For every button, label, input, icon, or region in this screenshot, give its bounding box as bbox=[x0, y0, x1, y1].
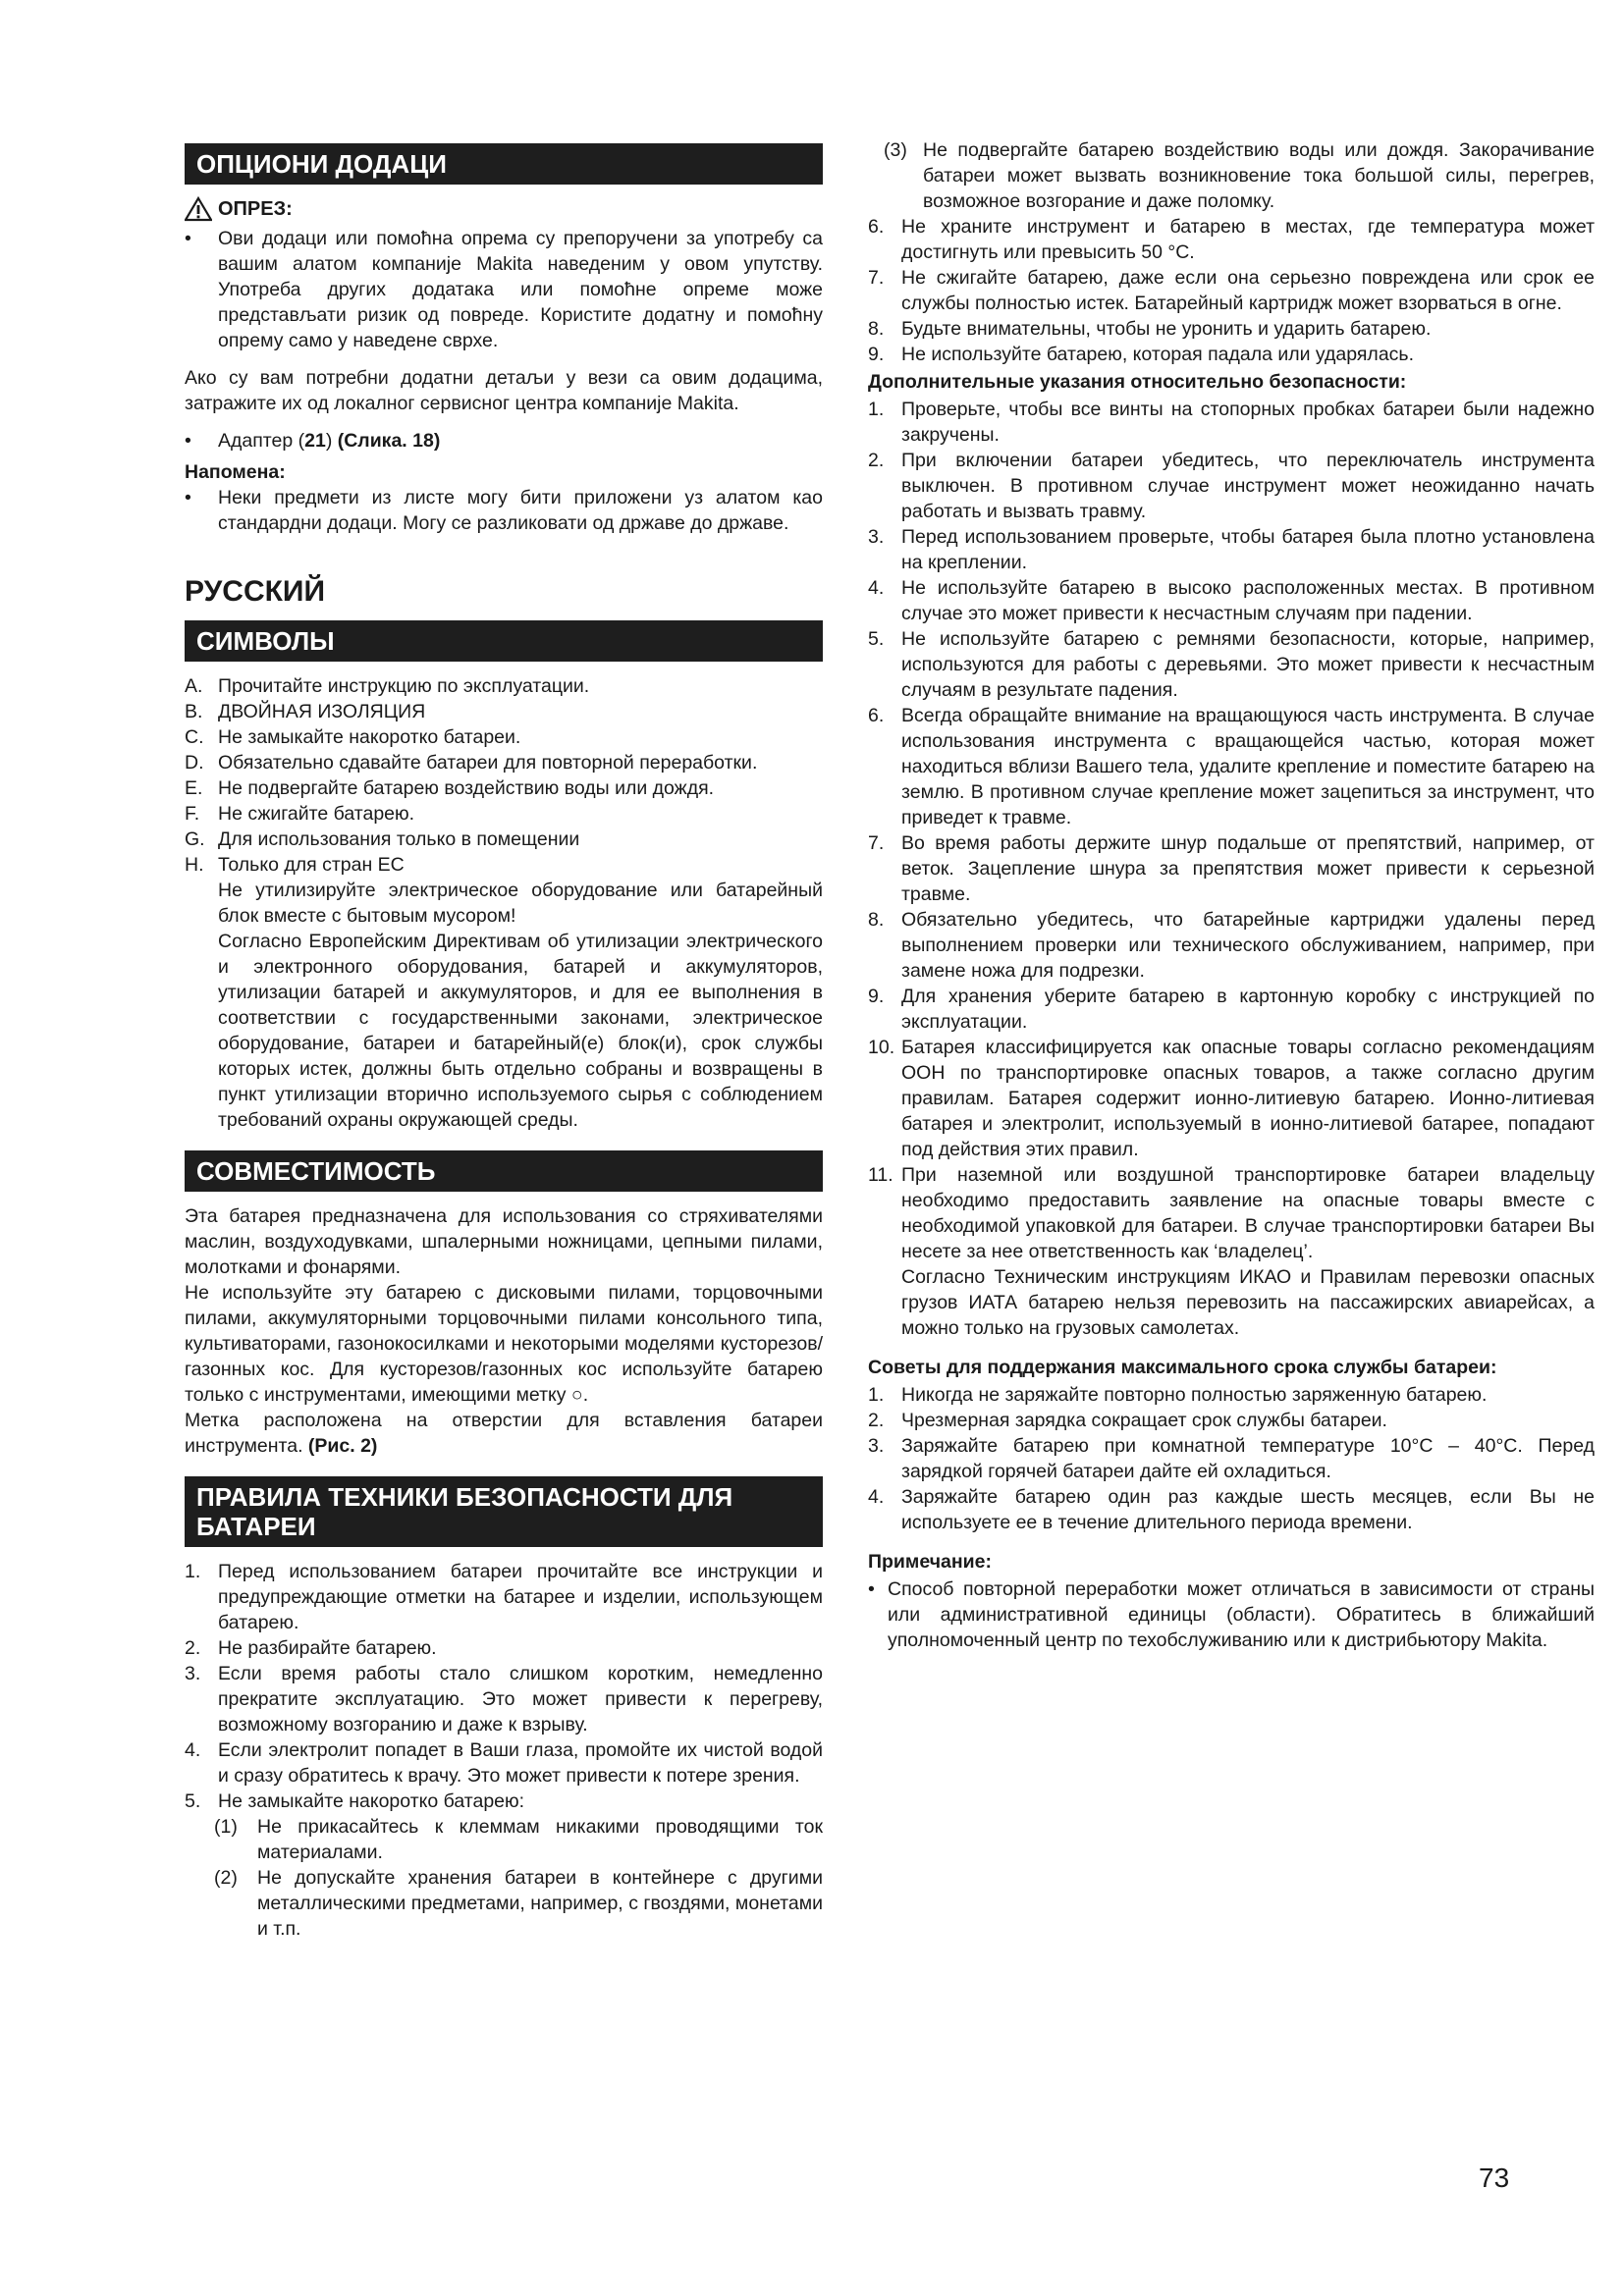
list-marker: C. bbox=[185, 726, 204, 748]
symbol-item bbox=[185, 750, 823, 775]
note-label: Напомена: bbox=[185, 461, 286, 483]
safety-item bbox=[868, 342, 1595, 367]
list-text: Только для стран ЕС bbox=[218, 854, 405, 876]
iata-paragraph: Согласно Техническим инструкциям ИКАО и Правилам перевозки опасных грузов ИАТА батарею нельзя перевозить на пассажирских авиарейсах, а можно только на грузовых самолетах. bbox=[901, 1266, 1595, 1339]
list-marker: 7. bbox=[868, 832, 885, 854]
list-marker: 9. bbox=[868, 986, 885, 1007]
right-column bbox=[868, 137, 1595, 1653]
page-number: 73 bbox=[1479, 2163, 1510, 2193]
section-header-compatibility: СОВМЕСТИМОСТЬ bbox=[185, 1150, 823, 1192]
list-text: Не разбирайте батарею. bbox=[218, 1637, 437, 1659]
safety-item bbox=[868, 316, 1595, 342]
list-text: Для использования только в помещении bbox=[218, 828, 580, 850]
additional-safety-heading: Дополнительные указания относительно безопасности: bbox=[868, 371, 1407, 393]
caution-label: ОПРЕЗ: bbox=[218, 197, 293, 220]
list-text: Никогда не заряжайте повторно полностью заряженную батарею. bbox=[901, 1384, 1488, 1406]
symbol-item bbox=[185, 827, 823, 852]
list-text: Проверьте, чтобы все винты на стопорных пробках батареи были надежно закручены. bbox=[901, 399, 1595, 446]
list-text: Не подвергайте батарею воздействию воды или дождя. bbox=[218, 777, 715, 799]
safety-sublist bbox=[185, 1814, 823, 1942]
list-marker: H. bbox=[185, 854, 204, 876]
compat-paragraph-3: Метка расположена на отверстии для вставления батареи инструмента. (Рис. 2) bbox=[185, 1410, 823, 1457]
list-marker: 3. bbox=[868, 526, 885, 548]
weee-directive: Согласно Европейским Директивам об утилизации электрического и электронного оборудования, батарей и аккумуляторов, утилизации батарей и аккумуляторов, и для ее выполнения в соответствии с государственными законами, электрическое оборудование, батареи и батарейный(е) блок(и), срок службы которых истек, должны быть отдельно собраны и возвращены в пункт утилизации вторично используемого сырья с соблюдением требований охраны окружающей среды. bbox=[218, 931, 823, 1131]
list-text: Перед использованием проверьте, чтобы батарея была плотно установлена на креплении. bbox=[901, 526, 1595, 573]
additional-safety-item bbox=[868, 397, 1595, 448]
list-text: Не сжигайте батарею, даже если она серьезно повреждена или срок ее службы полностью истек. Батарейный картридж может взорваться в огне. bbox=[901, 267, 1595, 314]
symbol-item bbox=[185, 724, 823, 750]
list-marker: 6. bbox=[868, 216, 885, 238]
list-text: Не храните инструмент и батарею в местах, где температура может достигнуть или превысить 50 °C. bbox=[901, 216, 1595, 263]
list-marker: 8. bbox=[868, 318, 885, 340]
list-marker: 3. bbox=[185, 1663, 201, 1684]
safety-list bbox=[185, 1559, 823, 1814]
safety-sub-item bbox=[185, 1865, 823, 1942]
list-text: При наземной или воздушной транспортировке батареи владельцу необходимо предоставить заявление на опасные товары вместе с необходимой упаковкой для батареи. В случае транспортировки батареи Вы несете за нее ответственность как ‘владелец’. bbox=[901, 1164, 1595, 1262]
note-text: Неки предмети из листе могу бити приложени уз алатом као стандардни додаци. Могу се разликовати од државе до државе. bbox=[218, 487, 823, 534]
list-text: Будьте внимательны, чтобы не уронить и ударить батарею. bbox=[901, 318, 1432, 340]
symbols-list bbox=[185, 673, 823, 878]
additional-safety-item bbox=[868, 830, 1595, 907]
additional-safety-item bbox=[868, 626, 1595, 703]
list-text: Обязательно убедитесь, что батарейные картриджи удалены перед выполнением проверки или технического обслуживанием, например, при замене ножа для подрезки. bbox=[901, 909, 1595, 982]
bullet-mark: • bbox=[185, 228, 191, 249]
caution-heading bbox=[185, 196, 823, 222]
compat-paragraph-2: Не используйте эту батарею с дисковыми пилами, торцовочными пилами, аккумуляторными торцовочными пилами консольного типа, культиваторами, газонокосилками и некоторыми моделями кусторезов/газонных кос. Для кусторезов/газонных кос используйте батарею только с инструментами, имеющими метку ○. bbox=[185, 1282, 823, 1406]
additional-safety-item bbox=[868, 524, 1595, 575]
note-bullet bbox=[185, 485, 823, 536]
note-heading: Примечание: bbox=[868, 1551, 992, 1573]
list-text: Не используйте батарею, которая падала или ударялась. bbox=[901, 344, 1414, 365]
bullet-mark: • bbox=[185, 430, 191, 452]
safety-item bbox=[185, 1635, 823, 1661]
safety-item bbox=[868, 265, 1595, 316]
adapter-text: Адаптер (21) (Слика. 18) bbox=[218, 430, 441, 452]
list-marker: 5. bbox=[868, 628, 885, 650]
accessory-details-paragraph: Ако су вам потребни додатни детаљи у вези са овим додацима, затражите их од локалног сервисног центра компаније Makita. bbox=[185, 367, 823, 414]
bullet-mark: • bbox=[185, 487, 191, 508]
list-text: Перед использованием батареи прочитайте все инструкции и предупреждающие отметки на батарее и изделии, использующем батарею. bbox=[218, 1561, 823, 1633]
caution-text: Ови додаци или помоћна опрема су препоручени за употребу са вашим алатом компаније Makita наведеним у овом упутству. Употреба других додатака или помоћне опреме може представљати ризик од повреде. Користите додатну и помоћну опрему само у наведене сврхе. bbox=[218, 228, 823, 351]
list-marker: 10. bbox=[868, 1037, 895, 1058]
list-text: Если время работы стало слишком коротким, немедленно прекратите эксплуатацию. Это может привести к перегреву, возможному возгоранию и даже к взрыву. bbox=[218, 1663, 823, 1735]
symbol-item bbox=[185, 801, 823, 827]
list-text: Если электролит попадет в Ваши глаза, промойте их чистой водой и сразу обратитесь к врачу. Это может привести к потере зрения. bbox=[218, 1739, 823, 1787]
list-marker: F. bbox=[185, 803, 200, 825]
list-marker: B. bbox=[185, 701, 203, 722]
list-text: Не замыкайте накоротко батарею: bbox=[218, 1790, 525, 1812]
list-text: Не прикасайтесь к клеммам никакими проводящими ток материалами. bbox=[257, 1816, 823, 1863]
adapter-item bbox=[185, 428, 823, 454]
language-title: РУССКИЙ bbox=[185, 575, 326, 608]
additional-safety-item bbox=[868, 1162, 1595, 1264]
list-marker: 3. bbox=[868, 1435, 885, 1457]
list-text: Заряжайте батарею один раз каждые шесть месяцев, если Вы не используете ее в течение длительного периода времени. bbox=[901, 1486, 1595, 1533]
list-marker: 1. bbox=[868, 1384, 885, 1406]
list-marker: 9. bbox=[868, 344, 885, 365]
battery-life-tips-heading: Советы для поддержания максимального срока службы батареи: bbox=[868, 1357, 1497, 1378]
short-circuit-sub-3: (3) Не подвергайте батарею воздействию воды или дождя. Закорачивание батареи может вызвать возникновение тока большой силы, перегрев, возможное возгорание и даже поломку. bbox=[884, 139, 1595, 212]
list-marker: 2. bbox=[185, 1637, 201, 1659]
list-marker: 2. bbox=[868, 1410, 885, 1431]
list-text: Не используйте батарею в высоко расположенных местах. В противном случае это может привести к несчастным случаям при падении. bbox=[901, 577, 1595, 624]
list-text: Батарея классифицируется как опасные товары согласно рекомендациям ООН по транспортировке опасных товаров, а также согласно другим правилам. Батарея содержит ионно-литиевую батарею. Ионно-литиевая батарея и электролит, используемый в ионно-литиевой батарее, попадают под действия этих правил. bbox=[901, 1037, 1595, 1160]
list-marker: 6. bbox=[868, 705, 885, 726]
additional-safety-item bbox=[868, 448, 1595, 524]
safety-item bbox=[185, 1737, 823, 1789]
list-marker: (1) bbox=[214, 1816, 238, 1838]
list-marker: E. bbox=[185, 777, 203, 799]
list-text: Заряжайте батарею при комнатной температуре 10°C – 40°C. Перед зарядкой горячей батареи дайте ей охладиться. bbox=[901, 1435, 1595, 1482]
section-header-optional-accessories: ОПЦИОНИ ДОДАЦИ bbox=[185, 143, 823, 185]
tip-item bbox=[868, 1382, 1595, 1408]
list-text: Не сжигайте батарею. bbox=[218, 803, 415, 825]
additional-safety-item bbox=[868, 703, 1595, 830]
list-text: Для хранения уберите батарею в картонную коробку с инструкцией по эксплуатации. bbox=[901, 986, 1595, 1033]
warning-triangle-icon bbox=[185, 196, 212, 222]
tip-item bbox=[868, 1433, 1595, 1484]
safety-sub-item bbox=[185, 1814, 823, 1865]
section-header-battery-safety: ПРАВИЛА ТЕХНИКИ БЕЗОПАСНОСТИ ДЛЯ БАТАРЕИ bbox=[185, 1476, 823, 1547]
list-text: Чрезмерная зарядка сокращает срок службы батареи. bbox=[901, 1410, 1387, 1431]
safety-item bbox=[185, 1789, 823, 1814]
list-text: Обязательно сдавайте батареи для повторной переработки. bbox=[218, 752, 758, 774]
list-text: Всегда обращайте внимание на вращающуюся часть инструмента. В случае использования инструмента с вращающейся частью, которая может находиться вблизи Вашего тела, удалите крепление и поместите батарею на землю. В противном случае крепление может зацепиться за инструмент, что приведет к травме. bbox=[901, 705, 1595, 828]
symbol-item bbox=[185, 699, 823, 724]
list-text: ДВОЙНАЯ ИЗОЛЯЦИЯ bbox=[218, 701, 426, 722]
additional-safety-item bbox=[868, 575, 1595, 626]
additional-safety-item bbox=[868, 907, 1595, 984]
list-marker: G. bbox=[185, 828, 205, 850]
safety-item bbox=[185, 1661, 823, 1737]
safety-list-continued bbox=[868, 214, 1595, 367]
symbol-item bbox=[185, 775, 823, 801]
list-text: При включении батареи убедитесь, что переключатель инструмента выключен. В противном случае инструмент может неожиданно начать работать и вызвать травму. bbox=[901, 450, 1595, 522]
safety-item bbox=[868, 214, 1595, 265]
list-marker: 2. bbox=[868, 450, 885, 471]
list-marker: 7. bbox=[868, 267, 885, 289]
caution-bullet bbox=[185, 226, 823, 353]
left-column bbox=[185, 137, 823, 1942]
list-marker: A. bbox=[185, 675, 203, 697]
list-marker: 4. bbox=[185, 1739, 201, 1761]
compat-paragraph-1: Эта батарея предназначена для использования со стряхивателями маслин, воздуходувками, шпалерными ножницами, цепными пилами, молотками и фонарями. bbox=[185, 1205, 823, 1278]
list-marker: 1. bbox=[868, 399, 885, 420]
list-marker: 8. bbox=[868, 909, 885, 931]
additional-safety-item bbox=[868, 1035, 1595, 1162]
list-marker: 4. bbox=[868, 1486, 885, 1508]
list-marker: 1. bbox=[185, 1561, 201, 1582]
list-marker: (2) bbox=[214, 1867, 238, 1889]
list-text: Во время работы держите шнур подальше от препятствий, например, от веток. Зацепление шнура за препятствия может привести к серьезной травме. bbox=[901, 832, 1595, 905]
list-marker: 5. bbox=[185, 1790, 201, 1812]
list-text: Не замыкайте накоротко батареи. bbox=[218, 726, 521, 748]
list-marker: D. bbox=[185, 752, 204, 774]
safety-item bbox=[185, 1559, 823, 1635]
tip-item bbox=[868, 1484, 1595, 1535]
battery-life-tips-list bbox=[868, 1382, 1595, 1535]
list-text: Не используйте батарею с ремнями безопасности, которые, например, используются для работы с деревьями. Это может привести к несчастным случаям в результате падения. bbox=[901, 628, 1595, 701]
list-text: Не допускайте хранения батареи в контейнере с другими металлическими предметами, например, с гвоздями, монетами и т.п. bbox=[257, 1867, 823, 1940]
additional-safety-list bbox=[868, 397, 1595, 1264]
section-header-symbols: СИМВОЛЫ bbox=[185, 620, 823, 662]
tip-item bbox=[868, 1408, 1595, 1433]
symbol-item bbox=[185, 673, 823, 699]
list-text: Прочитайте инструкцию по эксплуатации. bbox=[218, 675, 590, 697]
recycling-note: • Способ повторной переработки может отличаться в зависимости от страны или административной единицы (области). Обратитесь в ближайший уполномоченный центр по техобслуживанию или к дистрибьютору Makita. bbox=[868, 1578, 1595, 1651]
additional-safety-item bbox=[868, 984, 1595, 1035]
weee-warning: Не утилизируйте электрическое оборудование или батарейный блок вместе с бытовым мусором! bbox=[218, 880, 823, 927]
symbol-item bbox=[185, 852, 823, 878]
list-marker: 11. bbox=[868, 1164, 893, 1186]
list-marker: 4. bbox=[868, 577, 885, 599]
